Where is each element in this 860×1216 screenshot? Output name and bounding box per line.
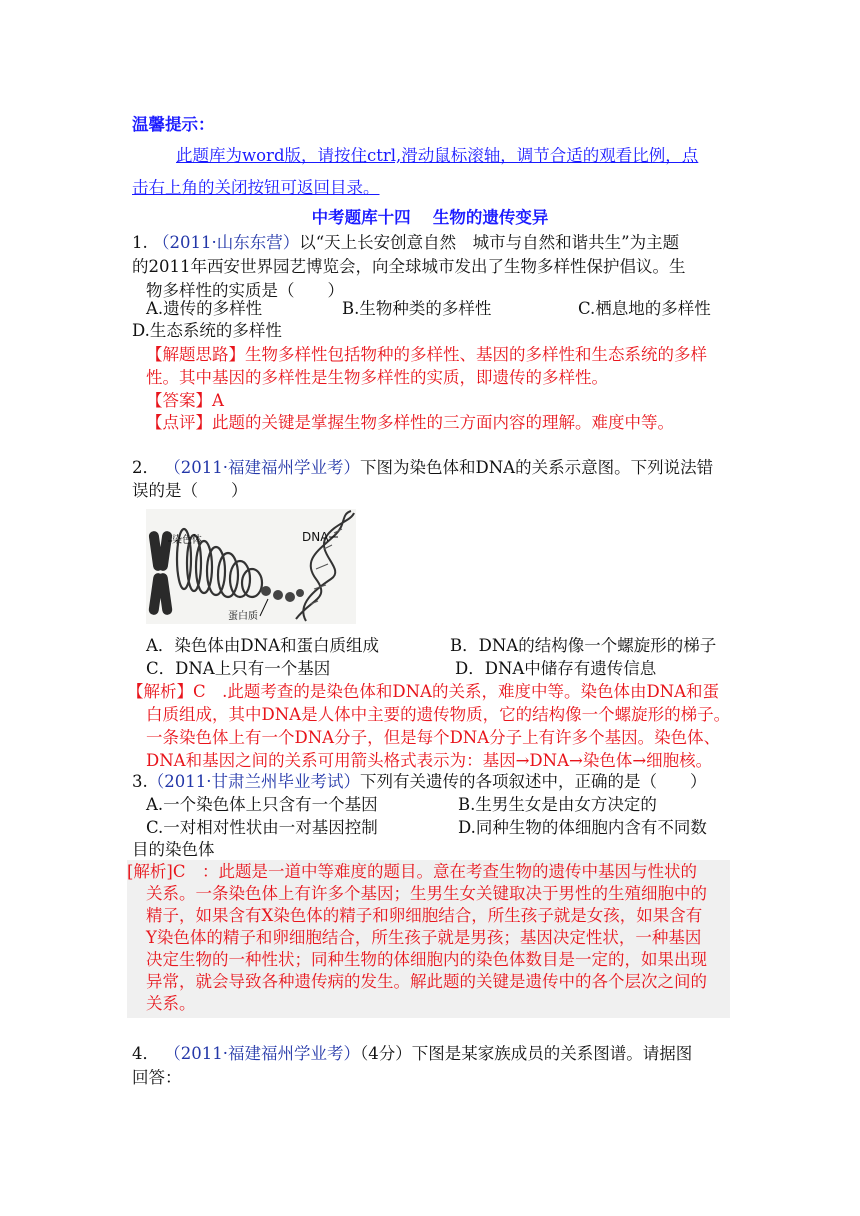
q1-number: 1. [132,233,148,252]
q3-option-a: A.一个染色体上只含有一个基因 [146,795,378,814]
q3-analysis-5: 决定生物的一种性状；同种生物的体细胞内的染色体数目是一定的，如果出现 [146,950,707,969]
q2-analysis-3: 一条染色体上有一个DNA分子，但是每个DNA分子上有许多个基因。染色体、 [146,728,721,747]
q2-analysis-2: 白质组成，其中DNA是人体中主要的遗传物质，它的结构像一个螺旋形的梯子。 [146,705,731,724]
q3-analysis-3: 精子，如果含有X染色体的精子和卵细胞结合，所生孩子就是女孩，如果含有 [146,906,703,925]
q2-source: （2011·福建福州学业考） [164,458,360,477]
q3-option-c: C.一对相对性状由一对基因控制 [146,818,378,837]
label-dna: DNA [302,530,329,544]
q1-analysis-2: 性。其中基因的多样性是生物多样性的实质，即遗传的多样性。 [146,368,608,387]
q2-option-b: B．DNA的结构像一个螺旋形的梯子 [450,636,717,655]
q3-analysis-7: 关系。 [146,994,196,1013]
q2-analysis-1: 【解析】C .此题考查的是染色体和DNA的关系，难度中等。染色体由DNA和蛋 [127,682,720,701]
q3-line1 [132,770,707,794]
q2-number: 2． [132,458,159,477]
q4-stem-1: （4分）下图是某家族成员的关系图谱。请据图 [360,1044,693,1063]
q4-line1 [132,1042,692,1066]
q1-answer: 【答案】A [146,391,224,410]
q3-number: 3. [132,772,148,791]
q1-option-a: A.遗传的多样性 [146,299,263,318]
q3-option-b: B.生男生女是由女方决定的 [458,795,657,814]
q1-stem-2: 的2011年西安世界园艺博览会，向全球城市发出了生物多样性保护倡议。生 [132,257,686,276]
q3-analysis-4: Y染色体的精子和卵细胞结合，所生孩子就是男孩；基因决定性状，一种基因 [146,928,702,947]
tip-link-line1[interactable]: 此题库为word版，请按住ctrl,滑动鼠标滚轴，调节合适的观看比例，点 [176,146,699,165]
q1-option-b: B.生物种类的多样性 [342,299,492,318]
q3-option-d-1: D.同种生物的体细胞内含有不同数 [458,818,707,837]
label-chromosome: 染色体 [172,535,202,546]
q2-option-a: A．染色体由DNA和蛋白质组成 [146,636,379,655]
page-title: 中考题库十四 生物的遗传变异 [311,208,549,227]
q3-analysis-box [127,860,730,1018]
q4-stem-2: 回答： [132,1068,182,1087]
q1-analysis-1: 【解题思路】生物多样性包括物种的多样性、基因的多样性和生态系统的多样 [146,345,707,364]
q2-stem-2: 误的是（ ） [132,481,248,500]
q1-comment: 【点评】此题的关键是掌握生物多样性的三方面内容的理解。难度中等。 [146,413,674,432]
q3-analysis-1: [解析]C ：此题是一道中等难度的题目。意在考查生物的遗传中基因与性状的 [127,862,697,881]
q3-analysis-6: 异常，就会导致各种遗传病的发生。解此题的关键是遗传中的各个层次之间的 [146,972,707,991]
q2-stem-1: 下图为染色体和DNA的关系示意图。下列说法错 [360,458,714,477]
q1-stem-3: 物多样性的实质是（ ） [146,281,344,300]
chromosome-dna-illustration [146,509,356,624]
tip-link-line2[interactable]: 击右上角的关闭按钮可返回目录。 [132,178,380,197]
q4-source: （2011·福建福州学业考） [164,1044,360,1063]
q1-option-d: D.生态系统的多样性 [132,321,282,340]
q1-option-c: C.栖息地的多样性 [578,299,711,318]
q1-stem-1: 以“天上长安创意自然 城市与自然和谐共生”为主题 [299,233,680,252]
q2-line1 [132,456,713,480]
q3-option-d-2: 目的染色体 [132,840,215,859]
q2-analysis-4: DNA和基因之间的关系可用箭头格式表示为：基因→DNA→染色体→细胞核。 [146,751,713,770]
chromosome-dna-diagram [146,509,356,624]
q2-option-d: D．DNA中储存有遗传信息 [455,659,657,678]
q2-option-c: C．DNA上只有一个基因 [146,659,331,678]
q4-number: 4． [132,1044,159,1063]
q3-stem-1: 下列有关遗传的各项叙述中，正确的是（ ） [360,772,707,791]
q3-source: （2011·甘肃兰州毕业考试） [147,772,360,791]
q1-line1 [132,231,679,255]
q3-analysis-2: 关系。一条染色体上有许多个基因；生男生女关键取决于男性的生殖细胞中的 [146,884,707,903]
label-protein: 蛋白质 [228,611,258,622]
q1-source: （2011·山东东营） [153,233,300,252]
tip-heading: 温馨提示： [132,115,215,134]
